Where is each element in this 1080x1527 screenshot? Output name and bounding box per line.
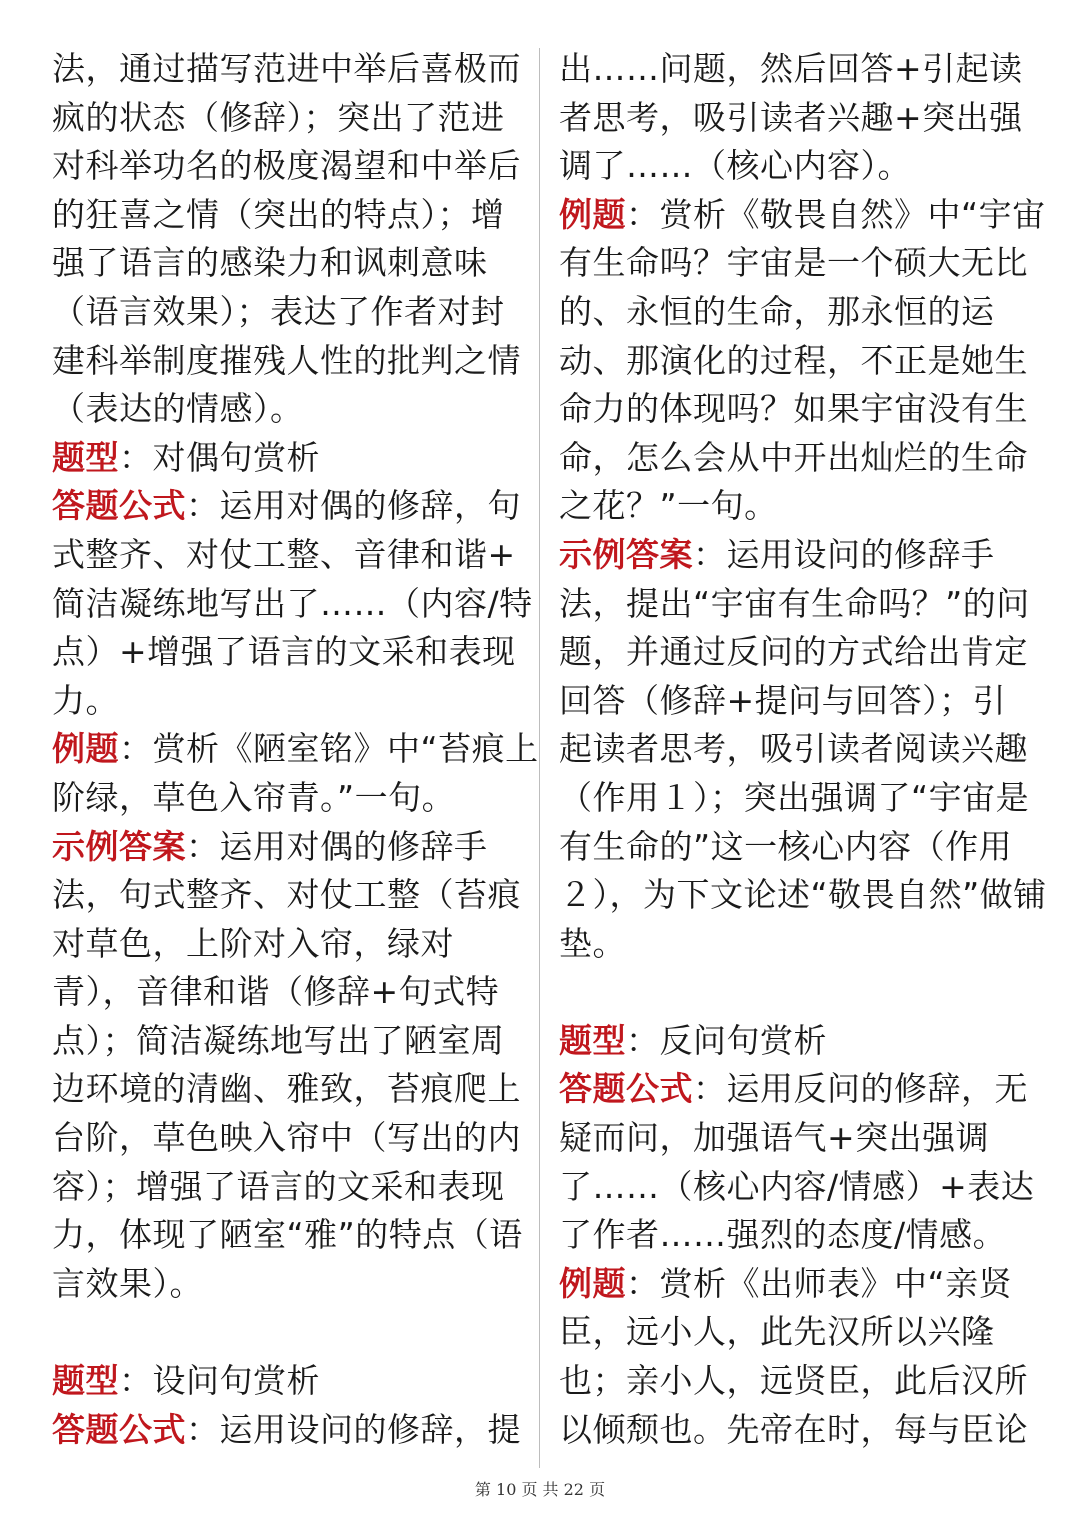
line-text: 起读者思考，吸引读者阅读兴趣 — [559, 729, 1028, 769]
line-text: 垫。 — [559, 923, 626, 963]
text-line — [52, 385, 527, 434]
line-text: 回答（修辞+提问与回答）；引 — [559, 680, 1007, 720]
text-line — [52, 1065, 527, 1114]
line-text: ：赏析《出师表》中“亲贤 — [626, 1263, 1013, 1303]
blank-line — [52, 1308, 527, 1357]
text-line — [52, 1357, 527, 1406]
text-line — [52, 1017, 527, 1066]
text-line — [559, 1163, 1037, 1212]
text-line — [559, 385, 1037, 434]
line-text: 有生命的”这一核心内容（作用 — [559, 826, 1013, 866]
line-text: 阶绿，草色入帘青。”一句。 — [52, 777, 456, 817]
line-text: 了作者……强烈的态度/情感。 — [559, 1215, 1007, 1255]
page-footer: 第 10 页 共 22 页 — [474, 1480, 606, 1499]
right-column — [559, 45, 1047, 1454]
line-text: ：对偶句赏析 — [119, 437, 320, 477]
line-text: 容）；增强了语言的文采和表现 — [52, 1166, 505, 1206]
line-text: 动、那演化的过程，不正是她生 — [559, 340, 1028, 380]
text-line — [559, 1017, 1037, 1066]
text-line — [559, 191, 1046, 240]
section-label: 题型 — [559, 1020, 626, 1060]
line-text: 点）+增强了语言的文采和表现 — [52, 632, 516, 672]
line-text: 建科举制度摧残人性的批判之情 — [52, 340, 521, 380]
text-line — [559, 1308, 1037, 1357]
text-line — [52, 871, 527, 920]
text-line — [52, 580, 533, 629]
line-text: 式整齐、对仗工整、音律和谐+ — [52, 534, 516, 574]
text-line — [52, 968, 527, 1017]
line-text: 出……问题，然后回答+引起读 — [559, 49, 1023, 88]
text-line — [559, 725, 1037, 774]
line-text: ：运用反问的修辞，无 — [693, 1069, 1028, 1109]
line-text: 臣，远小人，此先汉所以兴隆 — [559, 1312, 995, 1352]
text-line — [559, 1406, 1037, 1455]
line-text: 法，提出“宇宙有生命吗？”的问 — [559, 583, 1030, 623]
line-text: 以倾颓也。先帝在时，每与臣论 — [559, 1409, 1028, 1449]
line-text: 了……（核心内容/情感）+表达 — [559, 1166, 1035, 1206]
text-line — [559, 142, 1037, 191]
text-line — [52, 239, 527, 288]
line-text: ：运用对偶的修辞手 — [186, 826, 488, 866]
line-text: 强了语言的感染力和讽刺意味 — [52, 243, 488, 283]
text-line — [559, 871, 1047, 920]
line-text: 命力的体现吗？如果宇宙没有生 — [559, 389, 1028, 429]
text-line — [52, 823, 527, 872]
line-text: 的、永恒的生命，那永恒的运 — [559, 291, 995, 331]
text-line — [52, 288, 527, 337]
line-text: 力。 — [52, 680, 119, 720]
line-text: ：设问句赏析 — [119, 1361, 320, 1401]
section-label: 题型 — [52, 437, 119, 477]
text-line — [52, 774, 527, 823]
text-line — [52, 1114, 527, 1163]
section-label: 例题 — [559, 1263, 626, 1303]
text-line — [52, 142, 527, 191]
line-text: ：反问句赏析 — [626, 1020, 827, 1060]
text-line — [52, 677, 527, 726]
line-text: ：运用设问的修辞，提 — [186, 1409, 521, 1449]
line-text: 简洁凝练地写出了……（内容/特 — [52, 583, 533, 623]
line-text: 点）；简洁凝练地写出了陋室周 — [52, 1020, 505, 1060]
section-label: 例题 — [559, 194, 626, 234]
line-text: ：赏析《陋室铭》中“苔痕上 — [119, 729, 539, 769]
line-text: 边环境的清幽、雅致，苔痕爬上 — [52, 1069, 521, 1109]
section-label: 答题公式 — [52, 486, 186, 526]
line-text: 命，怎么会从中开出灿烂的生命 — [559, 437, 1028, 477]
line-text: 青），音律和谐（修辞+句式特 — [52, 972, 500, 1012]
line-text: （作用１）；突出强调了“宇宙是 — [559, 777, 1030, 817]
text-line — [559, 920, 1037, 969]
text-line — [52, 1211, 527, 1260]
section-label: 答题公式 — [559, 1069, 693, 1109]
blank-line — [559, 968, 1037, 1017]
text-line — [559, 1114, 1037, 1163]
line-text: 调了……（核心内容）。 — [559, 146, 911, 186]
line-text: 对科举功名的极度渴望和中举后 — [52, 146, 521, 186]
text-line — [559, 580, 1037, 629]
text-line — [52, 725, 539, 774]
line-text: ２），为下文论述“敬畏自然”做铺 — [559, 875, 1047, 915]
text-line — [559, 1357, 1037, 1406]
text-line — [52, 45, 527, 94]
line-text: 言效果）。 — [52, 1263, 203, 1303]
text-line — [52, 94, 527, 143]
section-label: 答题公式 — [52, 1409, 186, 1449]
line-text: 有生命吗？宇宙是一个硕大无比 — [559, 243, 1028, 283]
line-text: ：运用设问的修辞手 — [693, 534, 995, 574]
left-column — [52, 45, 539, 1454]
text-line — [52, 1406, 527, 1455]
text-line — [559, 1260, 1037, 1309]
text-line — [559, 239, 1037, 288]
text-line — [559, 1211, 1037, 1260]
text-line — [559, 434, 1037, 483]
text-line — [52, 1163, 527, 1212]
text-line — [559, 774, 1037, 823]
line-text: （表达的情感）。 — [52, 389, 304, 429]
text-line — [559, 531, 1037, 580]
line-text: 也；亲小人，远贤臣，此后汉所 — [559, 1361, 1028, 1401]
section-label: 示例答案 — [559, 534, 693, 574]
section-label: 题型 — [52, 1361, 119, 1401]
line-text: ：赏析《敬畏自然》中“宇宙 — [626, 194, 1046, 234]
section-label: 例题 — [52, 729, 119, 769]
line-text: 台阶，草色映入帘中（写出的内 — [52, 1118, 521, 1158]
line-text: ：运用对偶的修辞，句 — [186, 486, 521, 526]
line-text: 对草色，上阶对入帘，绿对 — [52, 923, 454, 963]
line-text: 力，体现了陋室“雅”的特点（语 — [52, 1215, 523, 1255]
text-line — [52, 531, 527, 580]
text-line — [559, 482, 1037, 531]
text-line — [52, 434, 527, 483]
text-line — [52, 920, 527, 969]
text-line — [559, 288, 1037, 337]
line-text: 的狂喜之情（突出的特点）；增 — [52, 194, 505, 234]
text-line — [52, 1260, 527, 1309]
line-text: 之花？”一句。 — [559, 486, 778, 526]
text-line — [559, 1065, 1037, 1114]
text-line — [559, 94, 1037, 143]
column-divider — [539, 48, 540, 1468]
section-label: 示例答案 — [52, 826, 186, 866]
line-text: 法，通过描写范进中举后喜极而 — [52, 49, 521, 88]
text-line — [52, 191, 527, 240]
line-text: 题，并通过反问的方式给出肯定 — [559, 632, 1028, 672]
text-line — [559, 337, 1037, 386]
text-line — [559, 677, 1037, 726]
text-line — [559, 45, 1037, 94]
text-line — [52, 482, 527, 531]
line-text: 疯的状态（修辞）；突出了范进 — [52, 97, 505, 137]
line-text: （语言效果）；表达了作者对封 — [52, 291, 505, 331]
text-line — [52, 628, 527, 677]
text-line — [559, 628, 1037, 677]
line-text: 法，句式整齐、对仗工整（苔痕 — [52, 875, 521, 915]
line-text: 疑而问，加强语气+突出强调 — [559, 1118, 990, 1158]
text-line — [559, 823, 1037, 872]
text-line — [52, 337, 527, 386]
line-text: 者思考，吸引读者兴趣+突出强 — [559, 97, 1023, 137]
